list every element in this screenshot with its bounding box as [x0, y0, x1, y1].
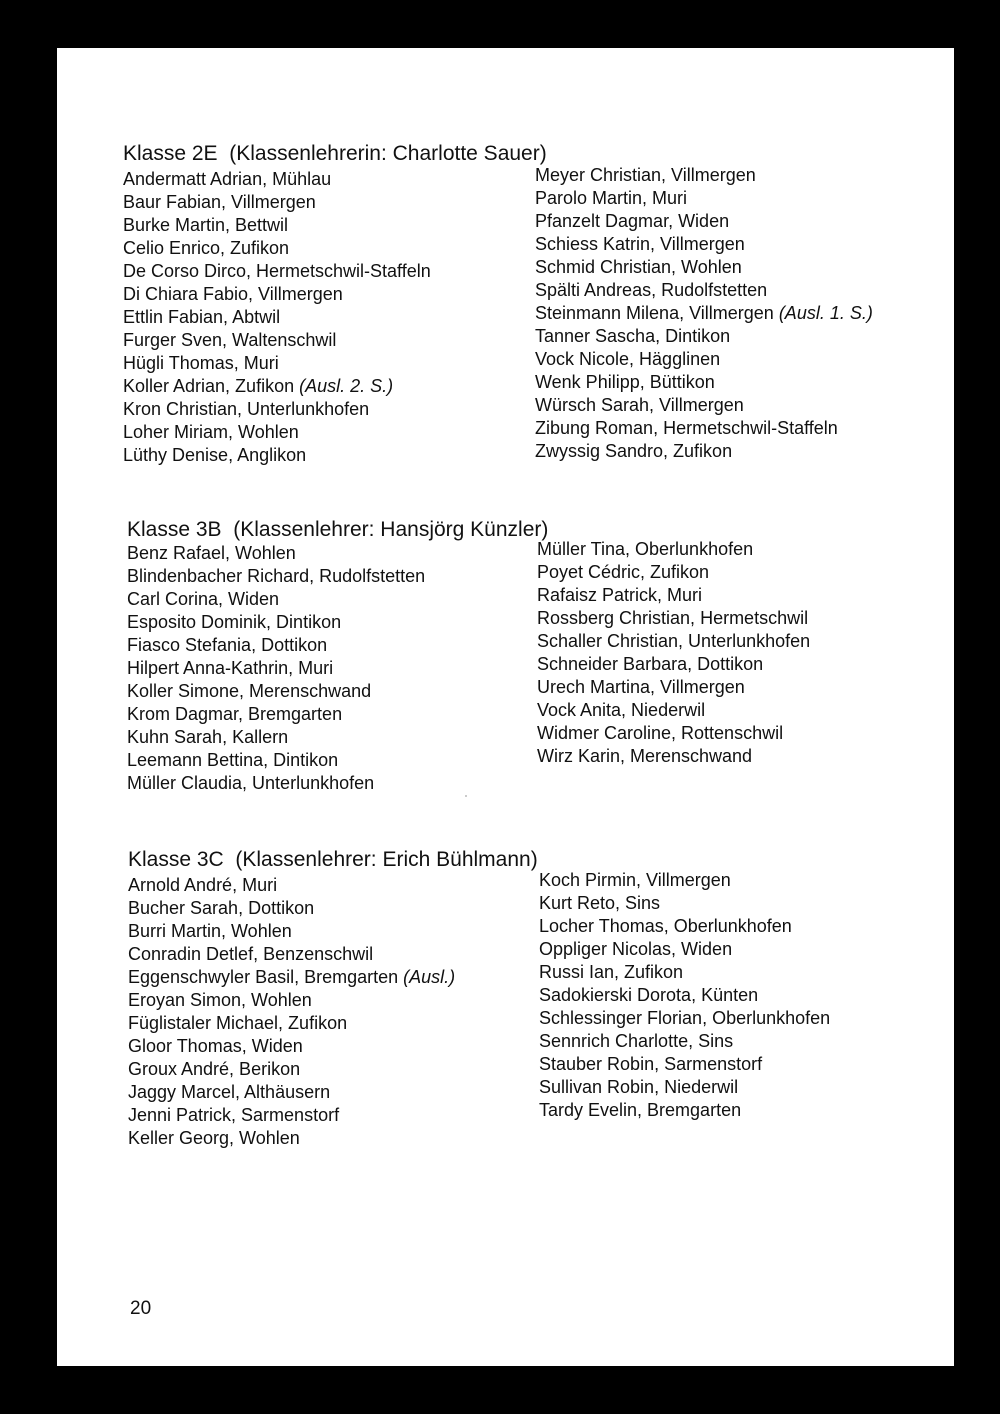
- student-entry: [537, 676, 810, 699]
- student-name: Kurt Reto, Sins: [539, 893, 661, 913]
- student-entry: [128, 1012, 455, 1035]
- student-name: Leemann Bettina, Dintikon: [127, 750, 339, 770]
- student-name: Sennrich Charlotte, Sins: [539, 1031, 734, 1051]
- student-entry: [128, 966, 455, 989]
- student-entry: [123, 329, 431, 352]
- page-number: 20: [130, 1298, 152, 1319]
- student-name: Schaller Christian, Unterlunkhofen: [537, 631, 811, 651]
- student-entry: [128, 989, 455, 1012]
- student-name: Zwyssig Sandro, Zufikon: [535, 441, 733, 461]
- student-entry: [537, 607, 810, 630]
- student-name: Di Chiara Fabio, Villmergen: [123, 284, 343, 304]
- student-name: Wenk Philipp, Büttikon: [535, 372, 715, 392]
- student-name: Jenni Patrick, Sarmenstorf: [128, 1105, 340, 1125]
- student-entry: [123, 260, 431, 283]
- student-name: Gloor Thomas, Widen: [128, 1036, 303, 1056]
- student-entry: [123, 421, 431, 444]
- student-name: Celio Enrico, Zufikon: [123, 238, 290, 258]
- class-section-3b: [127, 518, 957, 793]
- student-entry: [539, 984, 830, 1007]
- class-title: Klasse 3C: [128, 848, 224, 871]
- student-entry: [535, 394, 873, 417]
- student-entry: [127, 634, 425, 657]
- student-name: Schlessinger Florian, Oberlunkhofen: [539, 1008, 831, 1028]
- student-name: Tardy Evelin, Bremgarten: [539, 1100, 742, 1120]
- student-entry: [128, 1058, 455, 1081]
- student-entry: [535, 187, 873, 210]
- student-name: Benz Rafael, Wohlen: [127, 543, 296, 563]
- class-heading: [123, 142, 953, 166]
- student-name: Hilpert Anna-Kathrin, Muri: [127, 658, 334, 678]
- student-name: Stauber Robin, Sarmenstorf: [539, 1054, 763, 1074]
- student-entry: [128, 920, 455, 943]
- student-name: Koller Simone, Merenschwand: [127, 681, 372, 701]
- student-list-left: [123, 168, 431, 467]
- student-name: Carl Corina, Widen: [127, 589, 280, 609]
- student-entry: [128, 1127, 455, 1150]
- student-name: Conradin Detlef, Benzenschwil: [128, 944, 374, 964]
- student-name: Wirz Karin, Merenschwand: [537, 746, 753, 766]
- student-entry: [123, 352, 431, 375]
- student-entry: [127, 657, 425, 680]
- student-name: Sadokierski Dorota, Künten: [539, 985, 759, 1005]
- absence-note: (Ausl. 1. S.): [778, 303, 873, 323]
- student-entry: [128, 943, 455, 966]
- student-entry: [539, 1099, 830, 1122]
- student-entry: [539, 892, 830, 915]
- student-name: Jaggy Marcel, Althäusern: [128, 1082, 331, 1102]
- student-entry: [537, 538, 810, 561]
- student-name: Eroyan Simon, Wohlen: [128, 990, 312, 1010]
- student-entry: [535, 417, 873, 440]
- student-entry: [128, 874, 455, 897]
- student-entry: [123, 398, 431, 421]
- student-entry: [127, 680, 425, 703]
- student-entry: [123, 444, 431, 467]
- student-entry: [539, 1053, 830, 1076]
- student-name: Müller Tina, Oberlunkhofen: [537, 539, 754, 559]
- student-entry: [537, 745, 810, 768]
- student-entry: [127, 588, 425, 611]
- student-entry: [128, 897, 455, 920]
- student-name: Baur Fabian, Villmergen: [123, 192, 316, 212]
- student-name: Schiess Katrin, Villmergen: [535, 234, 745, 254]
- student-name: Pfanzelt Dagmar, Widen: [535, 211, 730, 231]
- student-entry: [539, 961, 830, 984]
- student-entry: [123, 283, 431, 306]
- student-entry: [127, 565, 425, 588]
- student-entry: [535, 210, 873, 233]
- student-name: Steinmann Milena, Villmergen: [535, 303, 774, 323]
- class-section-2e: [123, 142, 953, 465]
- student-entry: [127, 772, 425, 795]
- student-entry: [123, 375, 431, 398]
- student-entry: [535, 440, 873, 463]
- student-entry: [535, 325, 873, 348]
- student-name: Burri Martin, Wohlen: [128, 921, 292, 941]
- student-entry: [535, 164, 873, 187]
- document-page: [57, 48, 954, 1366]
- student-name: De Corso Dirco, Hermetschwil-Staffeln: [123, 261, 431, 281]
- absence-note: (Ausl. 2. S.): [299, 376, 394, 396]
- student-name: Burke Martin, Bettwil: [123, 215, 289, 235]
- student-name: Vock Anita, Niederwil: [537, 700, 706, 720]
- student-entry: [127, 611, 425, 634]
- class-teacher: (Klassenlehrerin: Charlotte Sauer): [229, 142, 547, 165]
- student-name: Ettlin Fabian, Abtwil: [123, 307, 281, 327]
- student-name: Oppliger Nicolas, Widen: [539, 939, 733, 959]
- student-entry: [128, 1104, 455, 1127]
- student-entry: [539, 1030, 830, 1053]
- student-entry: [537, 630, 810, 653]
- student-name: Füglistaler Michael, Zufikon: [128, 1013, 348, 1033]
- student-entry: [539, 1007, 830, 1030]
- student-name: Fiasco Stefania, Dottikon: [127, 635, 328, 655]
- student-entry: [128, 1081, 455, 1104]
- student-entry: [535, 256, 873, 279]
- student-name: Parolo Martin, Muri: [535, 188, 688, 208]
- student-name: Eggenschwyler Basil, Bremgarten: [128, 967, 399, 987]
- student-name: Rafaisz Patrick, Muri: [537, 585, 703, 605]
- student-name: Koller Adrian, Zufikon: [123, 376, 295, 396]
- student-name: Hügli Thomas, Muri: [123, 353, 279, 373]
- student-entry: [537, 699, 810, 722]
- student-entry: [537, 561, 810, 584]
- student-name: Kron Christian, Unterlunkhofen: [123, 399, 370, 419]
- student-name: Meyer Christian, Villmergen: [535, 165, 756, 185]
- student-name: Furger Sven, Waltenschwil: [123, 330, 337, 350]
- student-entry: [123, 191, 431, 214]
- student-name: Spälti Andreas, Rudolfstetten: [535, 280, 768, 300]
- student-entry: [128, 1035, 455, 1058]
- student-entry: [127, 703, 425, 726]
- student-list-right: [539, 869, 830, 1122]
- student-entry: [539, 869, 830, 892]
- scan-speck: [465, 795, 467, 797]
- student-entry: [537, 584, 810, 607]
- student-name: Würsch Sarah, Villmergen: [535, 395, 744, 415]
- student-entry: [535, 233, 873, 256]
- student-entry: [535, 348, 873, 371]
- student-name: Arnold André, Muri: [128, 875, 278, 895]
- student-name: Schmid Christian, Wohlen: [535, 257, 742, 277]
- student-entry: [123, 237, 431, 260]
- student-name: Vock Nicole, Hägglinen: [535, 349, 721, 369]
- student-name: Groux André, Berikon: [128, 1059, 301, 1079]
- class-section-3c: [128, 848, 958, 1148]
- student-name: Krom Dagmar, Bremgarten: [127, 704, 343, 724]
- class-title: Klasse 2E: [123, 142, 218, 165]
- student-name: Locher Thomas, Oberlunkhofen: [539, 916, 792, 936]
- student-entry: [535, 279, 873, 302]
- student-list-left: [127, 542, 425, 795]
- student-entry: [537, 653, 810, 676]
- student-name: Urech Martina, Villmergen: [537, 677, 745, 697]
- student-entry: [535, 371, 873, 394]
- student-name: Lüthy Denise, Anglikon: [123, 445, 307, 465]
- student-entry: [127, 726, 425, 749]
- student-name: Schneider Barbara, Dottikon: [537, 654, 764, 674]
- student-name: Andermatt Adrian, Mühlau: [123, 169, 332, 189]
- student-name: Sullivan Robin, Niederwil: [539, 1077, 739, 1097]
- student-entry: [123, 306, 431, 329]
- class-teacher: (Klassenlehrer: Erich Bühlmann): [235, 848, 538, 871]
- student-name: Koch Pirmin, Villmergen: [539, 870, 731, 890]
- student-name: Loher Miriam, Wohlen: [123, 422, 299, 442]
- student-entry: [123, 168, 431, 191]
- class-title: Klasse 3B: [127, 518, 222, 541]
- student-name: Russi Ian, Zufikon: [539, 962, 684, 982]
- student-list-right: [535, 164, 873, 463]
- student-name: Esposito Dominik, Dintikon: [127, 612, 342, 632]
- student-entry: [123, 214, 431, 237]
- class-teacher: (Klassenlehrer: Hansjörg Künzler): [233, 518, 549, 541]
- student-name: Zibung Roman, Hermetschwil-Staffeln: [535, 418, 838, 438]
- student-name: Keller Georg, Wohlen: [128, 1128, 300, 1148]
- student-entry: [127, 542, 425, 565]
- student-name: Kuhn Sarah, Kallern: [127, 727, 289, 747]
- student-entry: [539, 1076, 830, 1099]
- student-name: Poyet Cédric, Zufikon: [537, 562, 710, 582]
- student-list-left: [128, 874, 455, 1150]
- student-name: Tanner Sascha, Dintikon: [535, 326, 731, 346]
- student-entry: [535, 302, 873, 325]
- student-name: Müller Claudia, Unterlunkhofen: [127, 773, 375, 793]
- student-entry: [127, 749, 425, 772]
- student-entry: [539, 915, 830, 938]
- absence-note: (Ausl.): [403, 967, 456, 987]
- student-name: Rossberg Christian, Hermetschwil: [537, 608, 809, 628]
- student-entry: [537, 722, 810, 745]
- student-list-right: [537, 538, 810, 768]
- student-name: Blindenbacher Richard, Rudolfstetten: [127, 566, 426, 586]
- student-name: Widmer Caroline, Rottenschwil: [537, 723, 784, 743]
- student-entry: [539, 938, 830, 961]
- student-name: Bucher Sarah, Dottikon: [128, 898, 315, 918]
